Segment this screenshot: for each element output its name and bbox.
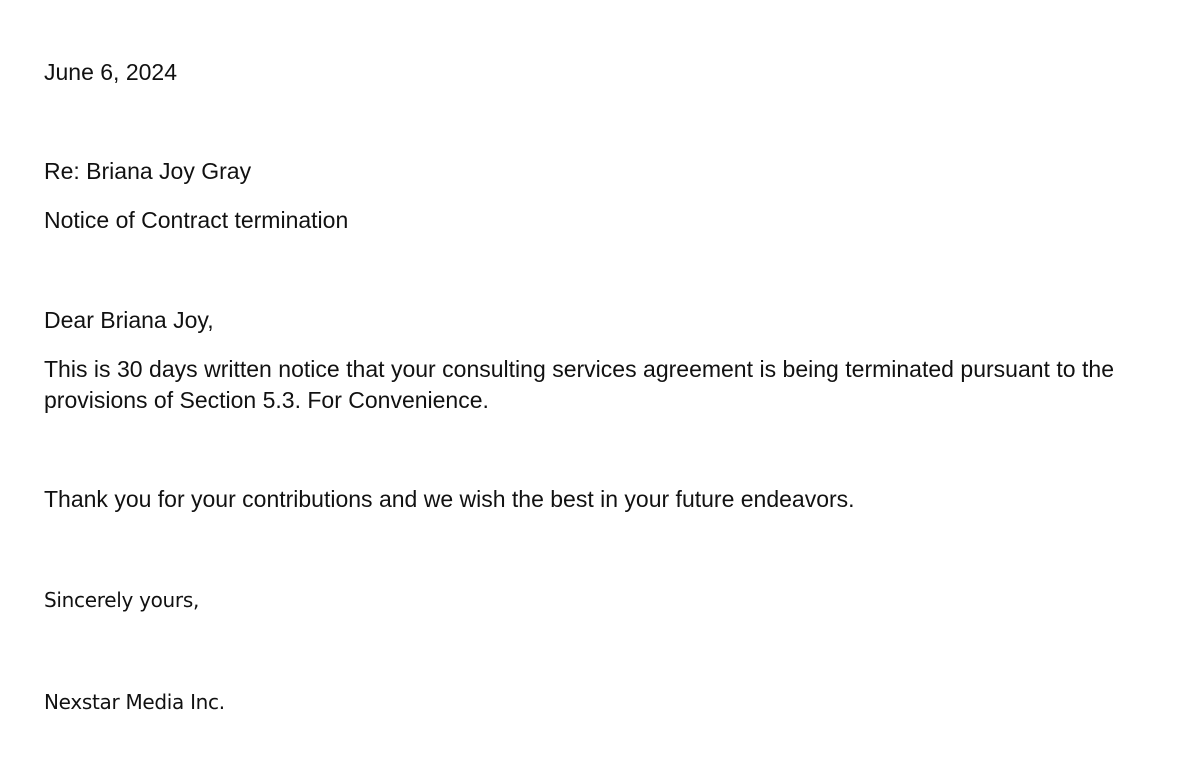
re-line: Re: Briana Joy Gray xyxy=(44,158,252,184)
letter-subject: Notice of Contract termination xyxy=(44,207,349,233)
closing: Sincerely yours, xyxy=(44,588,200,612)
company-name: Nexstar Media Inc. xyxy=(44,690,225,714)
thanks-paragraph: Thank you for your contributions and we wish the best in your future endeavors. xyxy=(44,486,855,512)
salutation: Dear Briana Joy, xyxy=(44,307,214,333)
body-paragraph: This is 30 days written notice that your consulting services agreement is being terminated pursuant to the provisions of Section 5.3. For Convenience. xyxy=(44,356,1114,413)
letter-date: June 6, 2024 xyxy=(44,59,178,85)
